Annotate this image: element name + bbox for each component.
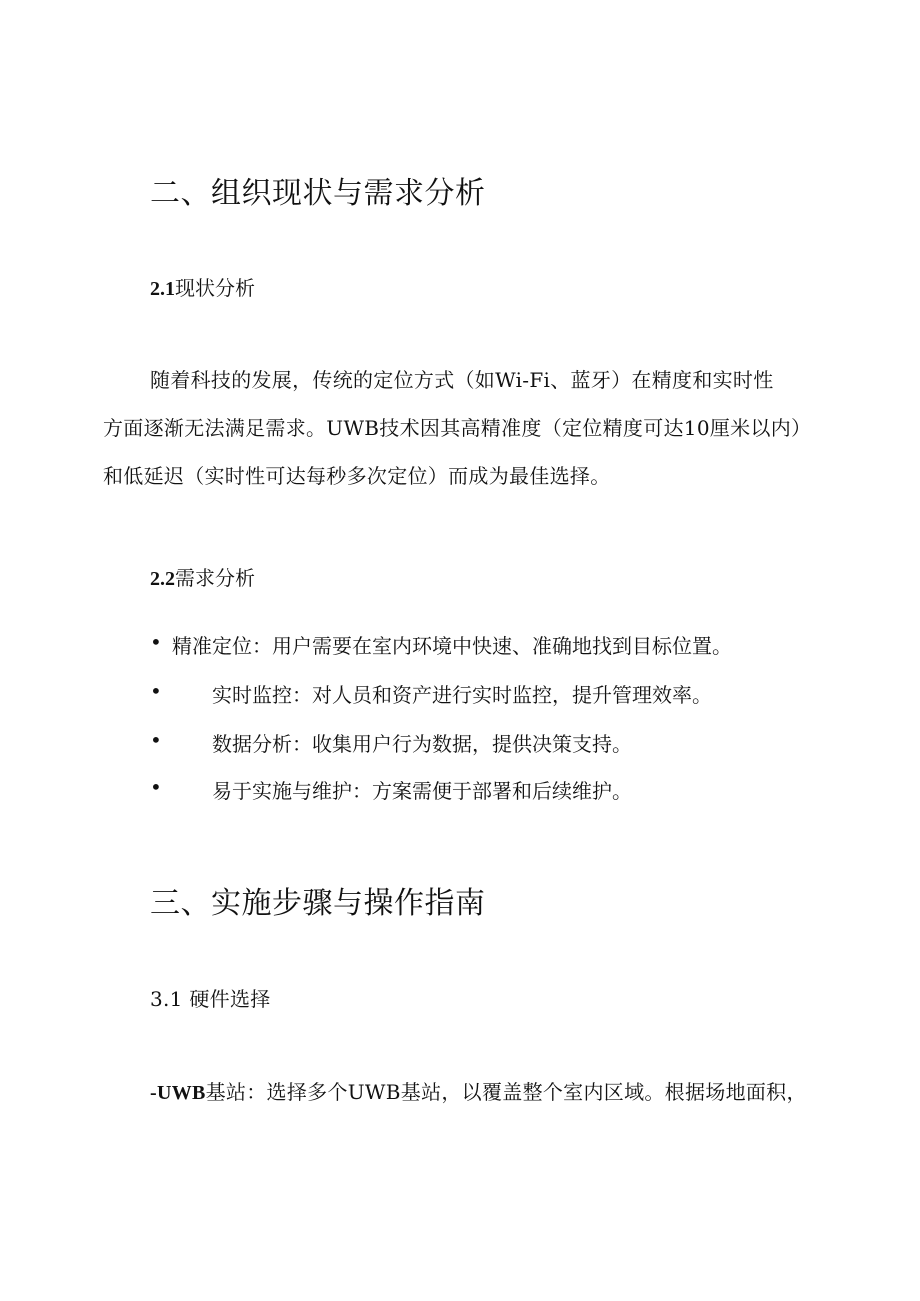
hardware-item-uwb-base-station [150, 1076, 807, 1105]
subsection-2-1-heading [150, 272, 255, 301]
subsection-3-1-heading: 3.1 硬件选择 [150, 987, 271, 1011]
subsection-2-2-heading [150, 562, 255, 591]
subsection-2-2-text: 需求分析 [175, 566, 255, 590]
bullet-mark: • [150, 775, 162, 799]
bullet-item-2: 实时监控：对人员和资产进行实时监控，提升管理效率。 [212, 683, 712, 707]
uwb-prefix: -UWB [150, 1082, 206, 1104]
paragraph-line-2: 方面逐渐无法满足需求。UWB技术因其高精准度（定位精度可达10厘米以内） [103, 416, 812, 440]
bullet-mark: • [150, 679, 162, 703]
paragraph-line-3: 和低延迟（实时性可达每秒多次定位）而成为最佳选择。 [103, 464, 611, 488]
bullet-item-4: 易于实施与维护：方案需便于部署和后续维护。 [212, 779, 632, 803]
section-3-title: 三、实施步骤与操作指南 [150, 886, 486, 921]
subsection-2-1-text: 现状分析 [175, 276, 255, 300]
bullet-item-3: 数据分析：收集用户行为数据，提供决策支持。 [212, 732, 632, 756]
bullet-mark: • [150, 630, 162, 654]
uwb-item-text: 基站：选择多个UWB基站，以覆盖整个室内区域。根据场地面积， [205, 1080, 807, 1104]
section-2-title: 二、组织现状与需求分析 [150, 176, 486, 211]
paragraph-line-1: 随着科技的发展，传统的定位方式（如Wi-Fi、蓝牙）在精度和实时性 [150, 368, 774, 392]
subsection-2-2-number: 2.2 [150, 568, 175, 590]
subsection-2-1-number: 2.1 [150, 278, 175, 300]
bullet-mark: • [150, 728, 162, 752]
bullet-item-1: 精准定位：用户需要在室内环境中快速、准确地找到目标位置。 [172, 634, 732, 658]
